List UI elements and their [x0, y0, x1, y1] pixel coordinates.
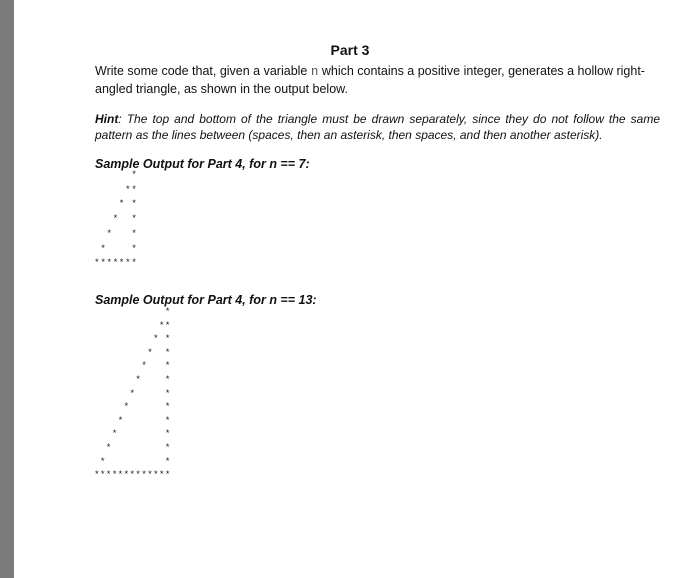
- sample-output-n7: * ** * * * * * * * * *******: [94, 169, 138, 269]
- variable-name: n: [310, 65, 319, 79]
- hint-label: Hint: [95, 112, 119, 126]
- intro-text-before: Write some code that, given a variable: [95, 64, 311, 78]
- intro-text-after: which contains a positive integer, generates a hollow right-angled triangle, as shown in the output below.: [95, 64, 645, 96]
- hint-text: : The top and bottom of the triangle must be drawn separately, since they do not follow the same pattern as the lines between (spaces, then an asterisk, then spaces, and then another asterisk).: [95, 112, 660, 142]
- page-edge-bar: [0, 0, 14, 578]
- page-title: Part 3: [330, 42, 370, 58]
- sample-output-n13: * ** * * * * * * * * * * * * * * * * * * * * *************: [94, 306, 171, 481]
- intro-paragraph: [95, 63, 665, 98]
- sample-heading-n7: Sample Output for Part 4, for n == 7:: [95, 157, 310, 171]
- sample-heading-n13: Sample Output for Part 4, for n == 13:: [95, 293, 317, 307]
- hint-paragraph: [95, 111, 660, 143]
